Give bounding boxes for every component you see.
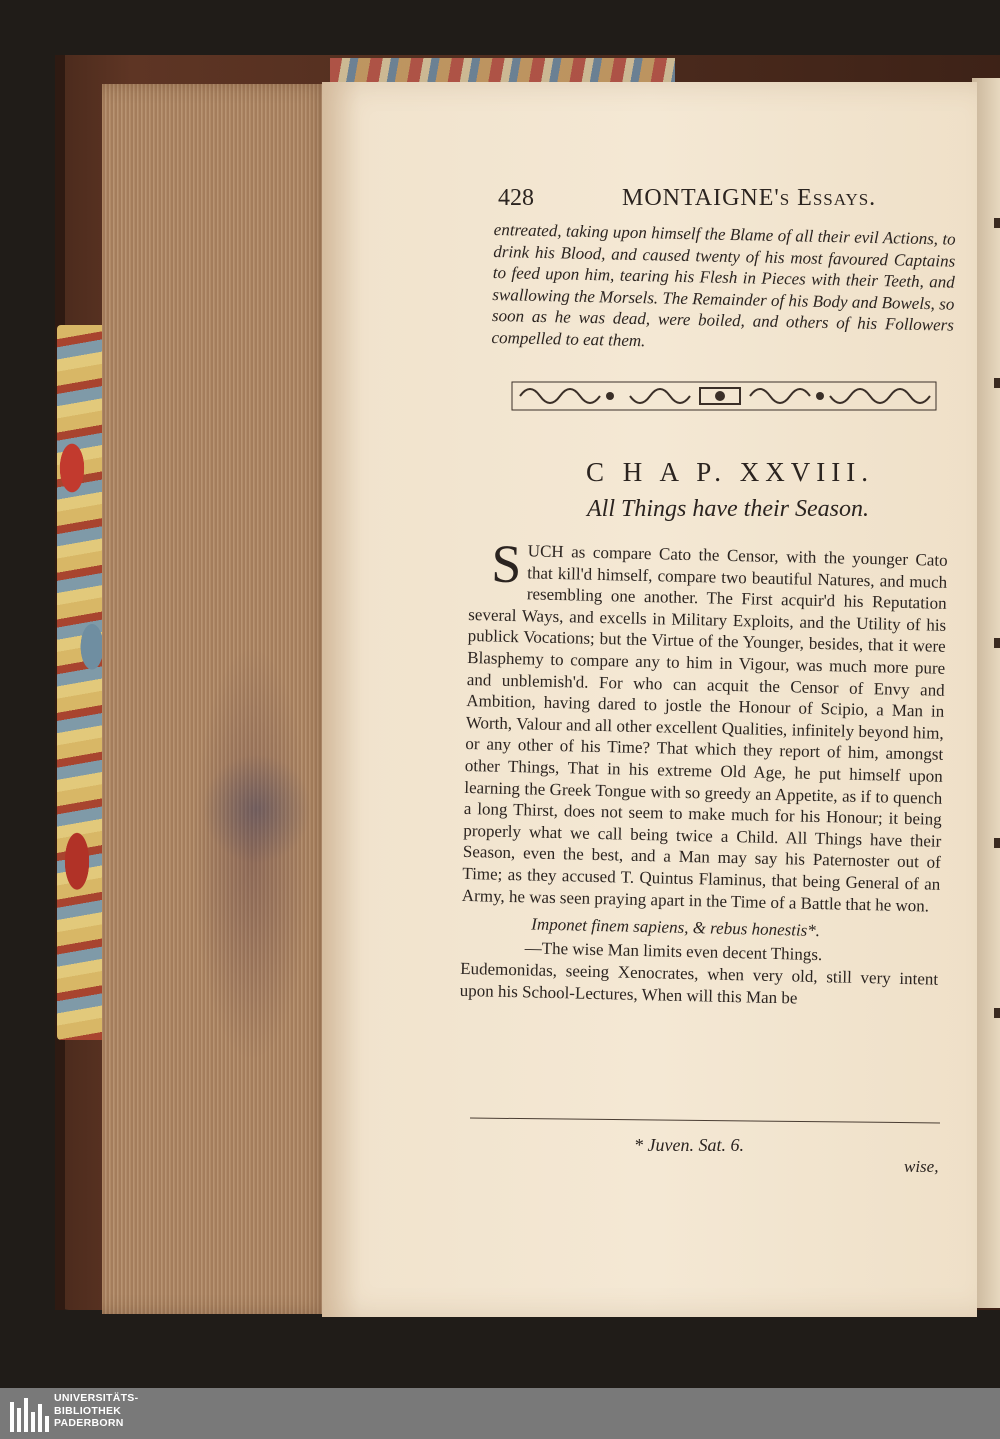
library-line-1: UNIVERSITÄTS- [54,1392,139,1404]
carry-over-paragraph: entreated, taking upon himself the Blame of all their evil Actions, to drink his Blood, and caused twenty of his most favoured Captains to feed upon him, tearing his Flesh in Pieces with their Teeth, and swallowing the Morsels. The Remainder of his Body and Bowels, so soon as he was dead, were boiled, and others of his Followers compelled to eat them. [491,219,956,350]
library-footer [0,1388,1000,1439]
chapter-subtitle: All Things have their Season. [587,496,869,522]
drop-cap: S [490,533,523,595]
catchword: wise, [904,1157,939,1176]
chapter-body [459,533,948,1012]
page-content [459,185,956,1008]
page-block-edges [102,84,334,1314]
chapter-title: C H A P. XXVIII. [585,457,875,487]
library-name [54,1392,138,1430]
latin-quotation: Imponet finem sapiens, & rebus honestis*. [531,914,821,941]
ink-stamp-mark [202,754,312,864]
running-head [470,185,950,217]
footnote: * Juven. Sat. 6. [634,1135,744,1155]
after-quote-paragraph: Eudemonidas, seeing Xenocrates, when very old, still very intent upon his School-Lectures, When will this Man be [459,958,939,1008]
running-title: MONTAIGNE's Essays. [622,185,877,211]
english-translation: —The wise Man limits even decent Things. [524,938,823,965]
body-paragraph: UCH as compare Cato the Censor, with the younger Cato that kill'd himself, compare two beautiful Natures, and much resembling one another. The First acquir'd his Reputation several Ways, and excells in Military Exploits, and the Utility of his publick Vocations; but the Virtue of the Younger, besides, that it were Blasphemy to compare any to him in Vigour, was much more pure and unblemish'd. For who can acquit the Censor of Envy and Ambition, having dared to jostle the Honour of Scipio, a Man in Worth, Valour and all other excellent Qualities, infinitely beyond him, or any other of his Time? That which they report of him, amongst other Things, That in his extreme Old Age, he put himself upon learning the Greek Tongue with so greedy an Appetite, as if to quench a long Thirst, does not seem to make much for his Honour; it being properly what we call being twice a Child. All Things have their Season, even the best, and a Man may say his Paternoster out of Time; as they accused T. Quintus Flaminus, that being General of an Army, he was seen praying apart in the Time of a Battle that he won. [461,541,948,916]
page-number: 428 [498,185,534,211]
library-line-2: BIBLIOTHEK [54,1404,122,1417]
marbled-endpaper-left [57,325,107,1040]
library-logo-icon [10,1394,50,1432]
ornament-headpiece [510,378,938,414]
library-line-3: PADERBORN [54,1417,124,1429]
